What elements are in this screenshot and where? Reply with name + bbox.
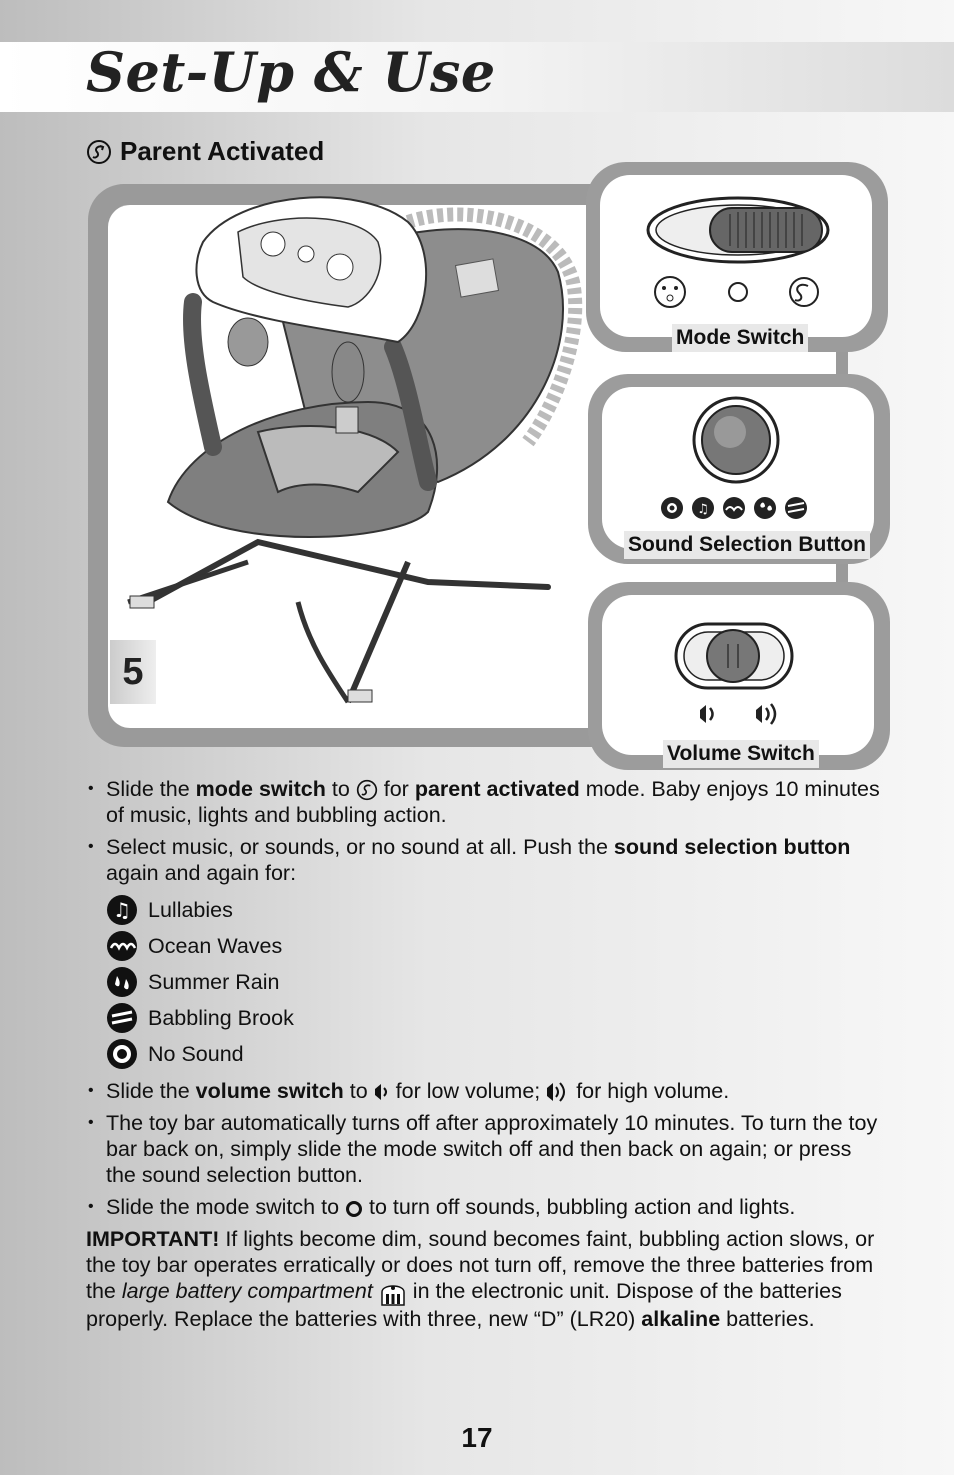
ocean-waves-icon <box>106 930 138 962</box>
summer-rain-icon <box>754 497 776 519</box>
text: for low volume; <box>389 1079 547 1103</box>
list-item <box>106 928 886 964</box>
bold-text: alkaline <box>641 1306 721 1331</box>
list-item <box>106 1000 886 1036</box>
text: to turn off sounds, bubbling action and lights. <box>363 1195 796 1220</box>
parent-activated-icon <box>86 139 112 165</box>
section-heading <box>86 136 324 167</box>
text: Slide the <box>106 1079 196 1103</box>
bold-text: mode switch <box>195 777 326 801</box>
low-volume-icon <box>700 705 713 723</box>
list-item <box>106 964 886 1000</box>
text: Slide the mode switch to <box>106 1195 346 1220</box>
important-note <box>86 1226 886 1331</box>
step-number: 5 <box>110 640 156 704</box>
text: Select music, or sounds, or no sound at all. Push the <box>106 835 614 859</box>
sound-list <box>106 892 886 1072</box>
bouncer-illustration <box>108 182 588 722</box>
battery-compartment-icon <box>379 1280 407 1306</box>
babbling-brook-icon <box>785 497 807 519</box>
text: to <box>343 1079 374 1103</box>
important-label: IMPORTANT! <box>86 1227 220 1252</box>
page-number: 17 <box>461 1422 493 1453</box>
italic-text: large battery compartment <box>121 1279 373 1304</box>
svg-text:♫: ♫ <box>113 898 131 922</box>
mode-switch-slider[interactable] <box>710 208 822 252</box>
bullet-sound-selection <box>86 834 886 886</box>
baby-activated-icon <box>655 277 685 307</box>
summer-rain-icon <box>106 966 138 998</box>
off-icon <box>345 1200 363 1218</box>
text: batteries. <box>720 1306 815 1331</box>
list-item <box>106 1036 886 1072</box>
sound-name: Babbling Brook <box>148 1006 294 1030</box>
mode-switch-label: Mode Switch <box>672 324 808 352</box>
text: mode. Baby enjoys 10 minutes of music, lights and bubbling action. <box>106 777 880 827</box>
parent-activated-icon <box>356 779 378 801</box>
text: in the electronic unit. Dispose of the batteries properly. Replace the batteries with three, new “D” (LR20) <box>86 1279 842 1331</box>
text: again and again for: <box>106 861 297 885</box>
bold-text: volume switch <box>195 1079 344 1103</box>
high-volume-icon <box>756 704 775 724</box>
page-title: Set-Up & Use <box>86 40 496 104</box>
text: Slide the <box>106 777 196 801</box>
text: for <box>377 777 415 801</box>
sound-button-diagram <box>650 396 830 526</box>
svg-text:♫: ♫ <box>697 502 709 517</box>
bullet-mode-switch <box>86 776 886 828</box>
volume-switch-slider[interactable] <box>707 630 759 682</box>
no-sound-icon <box>106 1038 138 1070</box>
text: to <box>325 777 356 801</box>
bullet-auto-off: • The toy bar automatically turns off after approximately 10 minutes. To turn the toy bar back on, simply slide the mode switch off and then back on again; or press the sound selection button. <box>86 1110 886 1188</box>
lullabies-icon <box>106 894 138 926</box>
sound-button-label: Sound Selection Button <box>624 531 870 559</box>
text: If lights become dim, sound becomes faint, bubbling action slows, or the toy bar operates erratically or does not turn off, remove the three batteries from the <box>86 1227 875 1304</box>
sound-name: Ocean Waves <box>148 934 283 958</box>
volume-switch-diagram <box>670 618 800 732</box>
sound-name: No Sound <box>148 1042 244 1066</box>
mode-switch-diagram <box>640 196 840 316</box>
high-volume-icon <box>546 1080 570 1104</box>
parent-activated-icon <box>790 278 818 306</box>
bold-text: sound selection button <box>613 835 851 859</box>
low-volume-icon <box>374 1082 390 1102</box>
off-icon <box>729 283 747 301</box>
volume-switch-label: Volume Switch <box>663 740 819 768</box>
text: for high volume. <box>570 1079 730 1103</box>
instructions <box>86 776 886 1332</box>
bold-text: parent activated <box>414 777 580 801</box>
list-item <box>106 892 886 928</box>
sound-name: Summer Rain <box>148 970 280 994</box>
sound-name: Lullabies <box>148 898 233 922</box>
bullet-off <box>86 1194 886 1220</box>
bullet-volume <box>86 1078 886 1104</box>
babbling-brook-icon <box>106 1002 138 1034</box>
section-title: Parent Activated <box>120 136 325 166</box>
